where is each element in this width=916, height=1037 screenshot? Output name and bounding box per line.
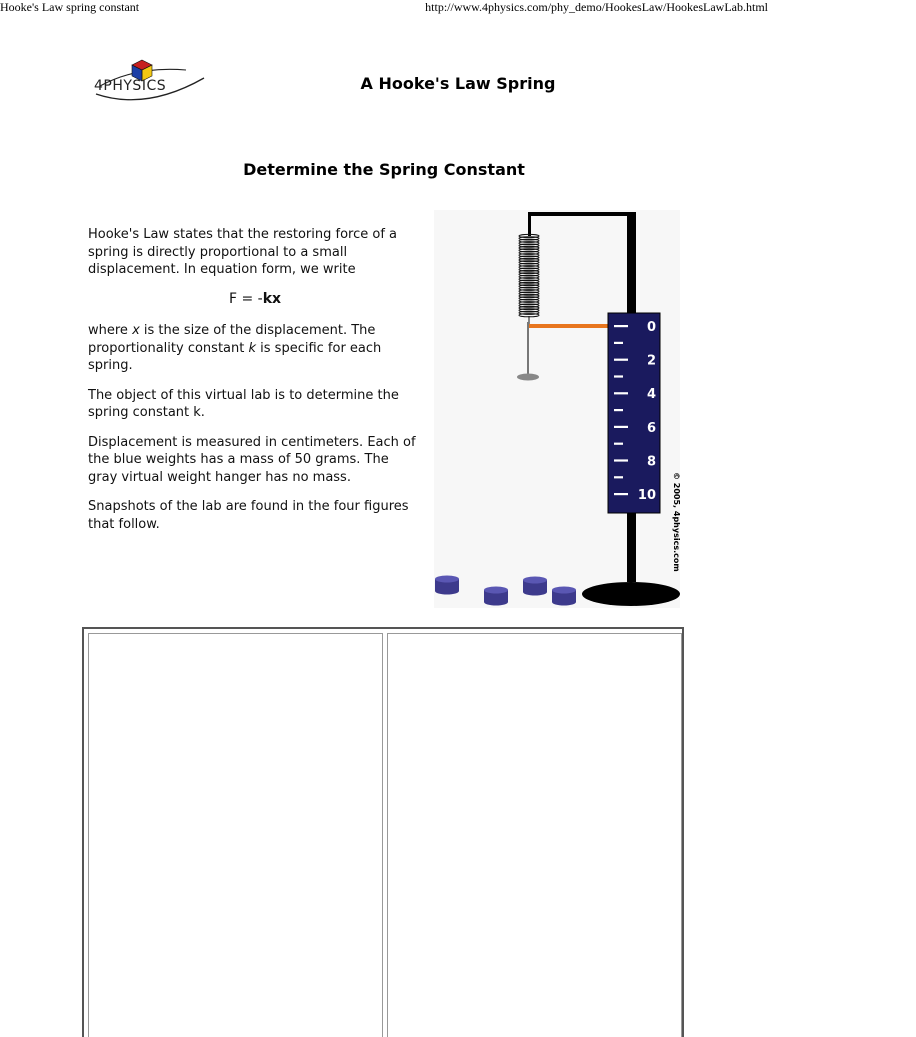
snapshot-figure-2 (387, 633, 682, 1037)
copyright-text: © 2005, 4physics.com (672, 472, 681, 572)
weight (435, 576, 459, 595)
weight (523, 577, 547, 596)
equation-rhs: kx (262, 290, 282, 307)
equation-lhs: F = - (228, 290, 263, 307)
page-title: A Hooke's Law Spring (360, 74, 556, 93)
document-url[interactable]: http://www.4physics.com/phy_demo/HookesLaw/HookesLawLab.html (425, 0, 768, 14)
scale-tick (614, 493, 628, 495)
scale-tick (614, 392, 628, 394)
snapshot-figure-1 (88, 633, 383, 1037)
scale-label: 2 (646, 353, 656, 369)
paragraph-snapshots: Snapshots of the lab are found in the four figures that follow. (88, 499, 409, 532)
scale-tick (614, 359, 628, 361)
paragraph-objective: The object of this virtual lab is to determine the spring constant k. (88, 387, 399, 420)
section-title: Determine the Spring Constant (243, 160, 525, 179)
scale-label: 10 (637, 488, 656, 503)
scale-tick (614, 426, 628, 428)
logo-text: 4PHYSICS (94, 78, 167, 94)
scale-tick (614, 375, 623, 377)
paragraph-displacement: where x is the size of the displacement. The proportionality constant k is specific for each spring. (88, 323, 382, 373)
paragraph-units: Displacement is measured in centimeters. Each of the blue weights has a mass of 50 grams. The gray virtual weight hanger has no mass. (88, 434, 416, 485)
stand-base (582, 582, 680, 606)
scale-tick (614, 325, 628, 327)
weight (552, 587, 576, 606)
document-title: Hooke's Law spring constant (0, 0, 140, 14)
weight (484, 587, 508, 606)
scale-tick (614, 476, 623, 478)
scale-label: 0 (646, 320, 656, 335)
paragraph-hookes-law: Hooke's Law states that the restoring force of a spring is directly proportional to a small displacement. In equation form, we write (88, 227, 397, 277)
scale-label: 6 (646, 420, 656, 436)
scale-label: 8 (646, 454, 656, 470)
scale-tick (614, 409, 623, 411)
lab-snapshots-table (82, 627, 684, 1037)
weight-hanger (527, 322, 529, 378)
equation (88, 291, 422, 309)
scale-label: 4 (646, 387, 656, 403)
scale-tick (614, 459, 628, 461)
lab-description (88, 226, 422, 545)
spring-lab-figure[interactable] (434, 210, 680, 608)
scale-tick (614, 342, 623, 344)
scale-tick (614, 443, 623, 445)
stand-arm (528, 212, 636, 216)
print-header (0, 0, 768, 16)
spring-apparatus (434, 210, 680, 608)
